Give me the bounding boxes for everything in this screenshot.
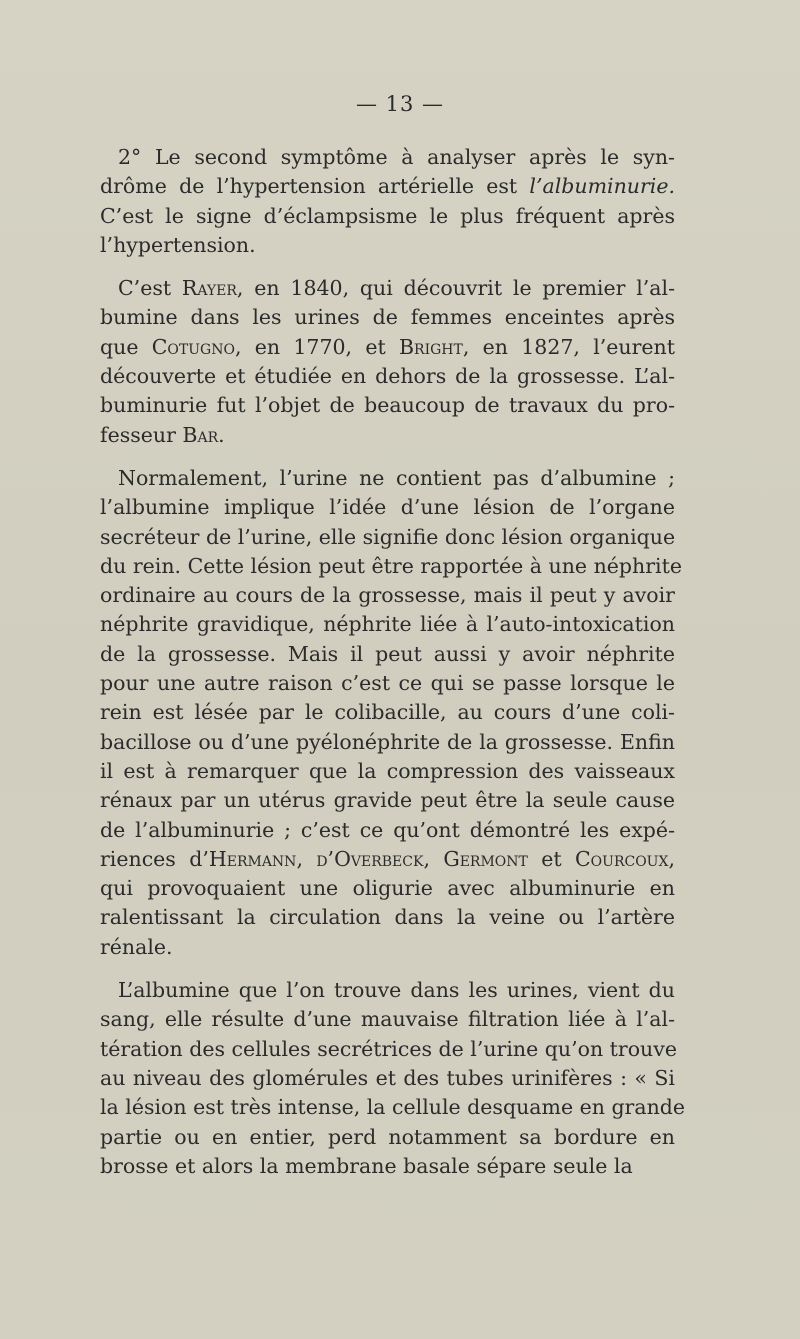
text-line xyxy=(100,698,675,727)
text-line xyxy=(100,231,675,260)
text-run: l’albumine implique l’idée d’une lésion de l’organe xyxy=(100,495,675,520)
smallcaps-text: Germont xyxy=(443,846,528,871)
text-run: , en 1827, l’eurent xyxy=(462,334,675,359)
text-line xyxy=(100,391,675,420)
text-line xyxy=(100,1064,675,1093)
text-run: riences d’ xyxy=(100,846,209,871)
text-run: C’est le signe d’éclampsisme le plus fréquent après xyxy=(100,203,675,228)
text-run: . xyxy=(218,422,225,447)
text-run: , xyxy=(668,846,675,871)
text-line xyxy=(100,552,682,581)
text-run: partie ou en entier, perd notamment sa bordure en xyxy=(100,1124,675,1149)
text-line xyxy=(100,976,675,1005)
text-line xyxy=(100,786,675,815)
text-run: bacillose ou d’une pyélonéphrite de la grossesse. Enfin xyxy=(100,729,675,754)
text-run: l’hypertension. xyxy=(100,232,256,257)
text-run: secréteur de l’urine, elle signifie donc lésion organique xyxy=(100,524,676,549)
paragraph xyxy=(100,464,682,962)
text-run: brosse et alors la membrane basale sépare seule la xyxy=(100,1153,633,1178)
text-line xyxy=(100,581,675,610)
text-line xyxy=(100,874,675,903)
text-run: , xyxy=(423,846,444,871)
text-line xyxy=(100,333,675,362)
text-run: bumine dans les urines de femmes enceintes après xyxy=(100,305,675,330)
text-run: ordinaire au cours de la grossesse, mais il peut y avoir xyxy=(100,583,675,608)
text-run: rénaux par un utérus gravide peut être la seule cause xyxy=(100,788,675,813)
page-number: — 13 — xyxy=(355,92,445,116)
paragraph xyxy=(100,143,675,260)
paragraph xyxy=(100,274,675,450)
text-run: 2° Le second symptôme à analyser après le syn- xyxy=(118,145,675,169)
text-run: la lésion est très intense, la cellule desquame en grande xyxy=(100,1095,686,1120)
text-run: C’est xyxy=(118,276,182,301)
text-line xyxy=(100,816,675,845)
text-line xyxy=(100,274,675,303)
text-run: de la grossesse. Mais il peut aussi y avoir néphrite xyxy=(100,641,675,666)
text-run: drôme de l’hypertension artérielle est xyxy=(100,174,530,199)
smallcaps-text: Bar xyxy=(182,422,219,447)
smallcaps-text: Bright xyxy=(398,334,463,359)
text-line xyxy=(100,303,675,332)
text-run: au niveau des glomérules et des tubes urinifères : « Si xyxy=(100,1065,675,1090)
text-run: rénale. xyxy=(100,934,173,959)
text-run: sang, elle résulte d’une mauvaise filtration liée à l’al- xyxy=(100,1007,675,1032)
text-line xyxy=(100,933,675,962)
text-run: rein est lésée par le colibacille, au cours d’une coli- xyxy=(100,700,675,725)
text-line xyxy=(100,1152,675,1181)
text-line xyxy=(100,493,675,522)
text-line xyxy=(100,610,675,639)
text-line xyxy=(100,728,675,757)
text-line xyxy=(100,1093,686,1122)
text-line xyxy=(100,1005,675,1034)
text-run: buminurie fut l’objet de beaucoup de travaux du pro- xyxy=(100,393,675,418)
text-run: qui provoquaient une oligurie avec albuminurie en xyxy=(100,876,675,901)
text-line xyxy=(100,669,675,698)
text-line xyxy=(100,757,675,786)
text-run: du rein. Cette lésion peut être rapportée à une néphrite xyxy=(100,553,682,578)
text-run: découverte et étudiée en dehors de la grossesse. L’al- xyxy=(100,364,675,389)
text-run: tération des cellules secrétrices de l’urine qu’on trouve xyxy=(100,1036,677,1061)
text-run: pour une autre raison c’est ce qui se passe lorsque le xyxy=(100,671,675,696)
smallcaps-text: d’Overbeck xyxy=(316,846,424,871)
text-run: il est à remarquer que la compression des vaisseaux xyxy=(100,758,675,783)
text-run: , en 1770, et xyxy=(234,334,399,359)
text-line xyxy=(100,464,675,493)
text-run: que xyxy=(100,334,152,359)
text-line xyxy=(100,1123,675,1152)
text-line xyxy=(100,421,675,450)
text-line xyxy=(100,1035,675,1064)
text-run: et xyxy=(527,846,575,871)
text-line xyxy=(100,202,675,231)
smallcaps-text: Hermann xyxy=(208,846,297,871)
italic-text: l’albuminurie. xyxy=(529,174,675,199)
text-run: fesseur xyxy=(100,422,183,447)
text-run: Normalement, l’urine ne contient pas d’albumine ; xyxy=(118,465,675,490)
text-run: L’albumine que l’on trouve dans les urines, vient du xyxy=(118,978,675,1003)
text-line xyxy=(100,640,675,669)
text-run: ralentissant la circulation dans la veine ou l’artère xyxy=(100,905,675,930)
text-run: , xyxy=(296,846,317,871)
smallcaps-text: Cotugno xyxy=(151,334,235,359)
text-line xyxy=(100,172,675,201)
smallcaps-text: Rayer xyxy=(181,276,237,301)
text-line xyxy=(100,362,675,391)
text-line xyxy=(100,845,675,874)
text-line xyxy=(100,523,675,552)
text-run: de l’albuminurie ; c’est ce qu’ont démontré les expé- xyxy=(100,817,675,842)
text-run: , en 1840, qui découvrit le premier l’al- xyxy=(236,276,675,301)
body-text xyxy=(100,143,686,1195)
text-line xyxy=(100,903,675,932)
text-run: néphrite gravidique, néphrite liée à l’auto-intoxication xyxy=(100,612,675,637)
paragraph xyxy=(100,976,686,1181)
smallcaps-text: Courcoux xyxy=(574,846,669,871)
text-line xyxy=(100,143,675,172)
